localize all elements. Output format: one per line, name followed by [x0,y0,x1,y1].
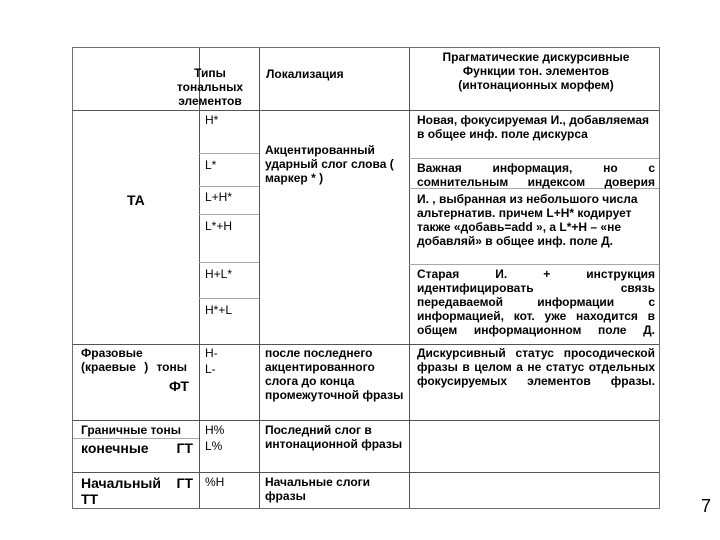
row-divider [409,264,659,265]
row-divider [73,344,659,345]
row-divider [199,214,259,215]
ft-localization: после последнего акцентированного слога до конца промежуточной фразы [265,346,404,402]
tone-l-star-plus-h: L*+H [205,219,233,233]
ft-label: Фразовые (краевые ) тоны [81,346,187,374]
row-divider [199,262,259,263]
tone-l-minus: L- [205,362,216,376]
tone-h-minus: H- [205,346,218,360]
tone-table [72,47,660,509]
column-divider [199,48,200,508]
header-types: Типы тональных элементов [176,66,244,108]
tone-h-plus-l-star: H+L* [205,267,233,281]
gt-initial-localization: Начальные слоги фразы [265,475,371,503]
gt-final-localization: Последний слог в интонационной фразы [265,423,403,451]
tone-percent-h: %H [205,475,225,489]
header-localization: Локализация [266,67,344,81]
column-divider [409,48,410,508]
ta-localization: Акцентированный ударный слог слова ( маркер * ) [265,143,394,185]
ta-label: ТА [127,192,145,208]
page-number: 7 [701,496,712,516]
column-divider [259,48,260,508]
tone-l-plus-h-star: L+H* [205,190,233,204]
gt-label: Граничные тоны [81,423,181,437]
row-divider [73,420,659,421]
gt-final-label: конечные ГТ [81,440,193,456]
gt-initial-label: Начальный ГТ ТТ [81,475,193,507]
tone-h-star-plus-l: H*+L [205,303,233,317]
tone-l-percent: L% [205,439,223,453]
row-divider [409,158,659,159]
row-divider [199,186,259,187]
header-functions: Прагматические дискурсивные Функции тон. элементов (интонационных морфем) [442,50,630,92]
row-divider [73,472,659,473]
tone-l-star: L* [205,158,217,172]
tone-h-percent: H% [205,423,225,437]
ta-function-important: Важная информация, но с сомнительным индексом доверия [417,161,655,189]
row-divider [199,153,259,154]
tone-h-star: H* [205,113,219,127]
ta-function-alternatives: И. , выбранная из небольшого числа альтернатив. причем L+H* кодирует также «добавь=add », а L*+H – «не добавляй» в общее инф. поле Д. [417,192,638,248]
ta-function-old: Старая И. + инструкция идентифицировать связь передаваемой информации с информацией, кот. уже находится в общем информационном поле Д. [417,267,655,337]
ft-function: Дискурсивный статус просодической фразы в целом а не статус отдельных фокусируемых элементов фразы. [417,346,655,388]
ta-function-new: Новая, фокусируемая И., добавляемая в общее инф. поле дискурса [417,113,650,141]
row-divider [73,438,199,439]
row-divider [199,298,259,299]
ft-abbr: ФТ [169,378,189,394]
row-divider [73,110,659,111]
